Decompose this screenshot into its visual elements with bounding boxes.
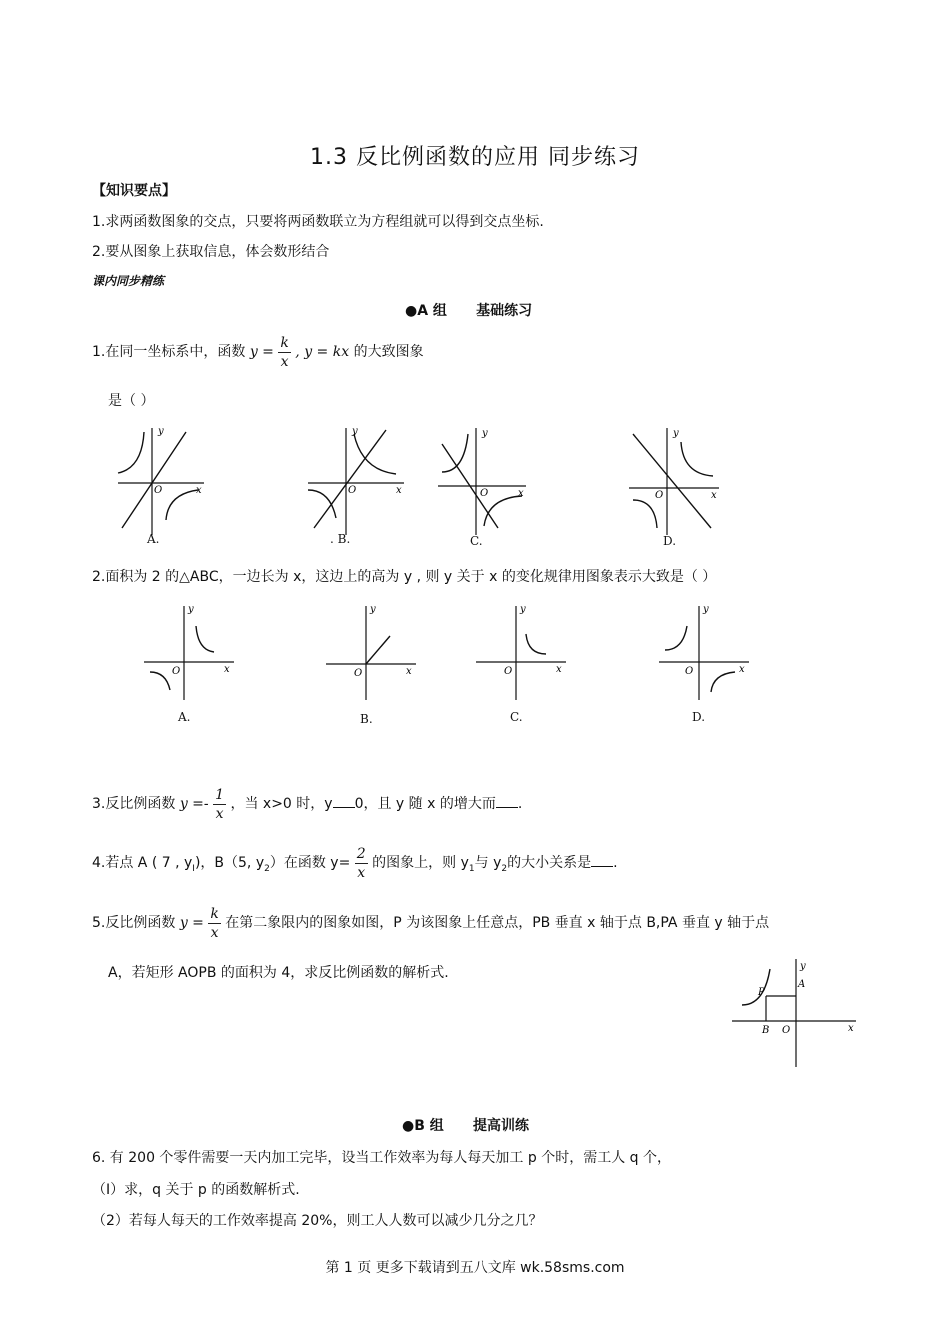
q1-label-d: D. xyxy=(663,534,677,548)
x-axis-label: x xyxy=(556,664,562,675)
q4-sub4: 2 xyxy=(501,863,508,874)
q5-lhs: y = xyxy=(179,915,204,931)
q3-fraction xyxy=(213,786,226,823)
knowledge-item: 2.要从图象上获取信息，体会数形结合 xyxy=(92,244,330,260)
x-axis-label: x xyxy=(196,485,202,496)
q3-mid: ，当 x>0 时，y xyxy=(230,796,333,812)
y-axis-label: y xyxy=(188,604,194,615)
x-axis-label: x xyxy=(711,490,717,501)
q1-label-c: C. xyxy=(470,534,483,548)
x-axis-label: x xyxy=(396,485,402,496)
origin-label: O xyxy=(154,485,163,496)
q5-b-label: B xyxy=(762,1025,770,1036)
q4-mid4: 与 y xyxy=(474,855,502,871)
q5-p-label: P xyxy=(758,987,765,998)
q5-x-label: x xyxy=(848,1023,854,1034)
y-axis-label: y xyxy=(158,426,164,437)
q2-label-c: C. xyxy=(510,710,523,724)
q6-line3: （2）若每人每天的工作效率提高 20%，则工人人数可以减少几分之几？ xyxy=(92,1213,543,1229)
q5-denominator: x xyxy=(210,924,219,941)
x-axis-label: x xyxy=(406,666,412,677)
q4-numerator: 2 xyxy=(356,845,366,862)
y-axis-label: y xyxy=(370,604,376,615)
q5-o-label: O xyxy=(782,1025,791,1036)
page-title: 1.3 反比例函数的应用 同步练习 xyxy=(310,145,640,170)
q4-sub1: I xyxy=(192,863,195,874)
knowledge-item: 1.求两函数图象的交点，只要将两函数联立为方程组就可以得到交点坐标. xyxy=(92,214,544,230)
question-3 xyxy=(92,784,522,824)
q3-numerator: 1 xyxy=(215,786,225,803)
q1-label-a: A. xyxy=(147,532,160,546)
q4-fraction xyxy=(355,845,368,882)
page-footer: 第 1 页 更多下载请到五八文库 wk.58sms.com xyxy=(325,1260,625,1276)
q1-graph-d xyxy=(625,420,725,540)
q6-line2: （I）求，q 关于 p 的函数解析式. xyxy=(92,1182,300,1198)
q2-graph-a xyxy=(140,598,240,703)
origin-label: O xyxy=(655,490,664,501)
q1-graph-b xyxy=(300,420,410,540)
knowledge-heading: 【知识要点】 xyxy=(92,183,176,199)
q2-graph-d xyxy=(655,598,755,703)
q5-y-label: y xyxy=(800,961,806,972)
q5-rest: 在第二象限内的图象如图，P 为该图象上任意点，PB 垂直 x 轴于点 B,PA 垂直 y 轴于点 xyxy=(225,915,770,931)
q2-label-a: A. xyxy=(178,710,191,724)
q4-sub2: 2 xyxy=(264,863,270,874)
group-a-heading: ●A 组 基础练习 xyxy=(405,303,533,319)
q1-prefix: 1.在同一坐标系中，函数 xyxy=(92,344,246,360)
q3-end: . xyxy=(517,796,523,812)
q5-line2: A，若矩形 AOPB 的面积为 4，求反比例函数的解析式. xyxy=(108,965,449,981)
q4-mid1: )，B（5, y xyxy=(194,855,265,871)
y-axis-label: y xyxy=(703,604,709,615)
x-axis-label: x xyxy=(739,664,745,675)
q2-label-d: D. xyxy=(692,710,706,724)
x-axis-label: x xyxy=(518,488,524,499)
question-1 xyxy=(92,332,424,372)
q1-graph-c xyxy=(432,420,532,540)
q3-blank-1[interactable] xyxy=(333,795,355,808)
q5-figure xyxy=(728,955,863,1070)
q3-lhs: y =- xyxy=(179,796,209,812)
q2-graph-c xyxy=(472,598,572,703)
origin-label: O xyxy=(348,485,357,496)
q1-graph-a xyxy=(110,420,210,540)
q6-line1: 6. 有 200 个零件需要一天内加工完毕，设当工作效率为每人每天加工 p 个时，需工人 q 个， xyxy=(92,1150,672,1166)
practice-heading: 课内同步精练 xyxy=(92,274,165,288)
q1-fraction xyxy=(278,334,290,371)
q2-graph-b xyxy=(322,598,422,703)
y-axis-label: y xyxy=(482,428,488,439)
q3-blank-2[interactable] xyxy=(496,795,518,808)
q4-mid3: 的图象上，则 y xyxy=(372,855,469,871)
group-b-heading: ●B 组 提高训练 xyxy=(402,1118,530,1134)
q1-suffix: 的大致图象 xyxy=(353,344,424,360)
x-axis-label: x xyxy=(224,664,230,675)
origin-label: O xyxy=(172,666,181,677)
q4-blank[interactable] xyxy=(591,854,613,867)
q4-denominator: x xyxy=(357,864,366,881)
q4-end: 的大小关系是 xyxy=(507,855,592,871)
q4-sub3: 1 xyxy=(468,863,475,874)
q5-fraction xyxy=(208,905,220,942)
q5-prefix: 5.反比例函数 xyxy=(92,915,176,931)
q4-mid2: ）在函数 y= xyxy=(269,855,351,871)
q1-label-b: . B. xyxy=(330,532,351,546)
q1-formula-2: , y = kx xyxy=(295,344,350,360)
q3-denominator: x xyxy=(215,805,224,822)
question-5 xyxy=(92,903,769,943)
question-2: 2.面积为 2 的△ABC，一边长为 x，这边上的高为 y , 则 y 关于 x 的变化规律用图象表示大致是（ ） xyxy=(92,569,717,585)
q5-numerator: k xyxy=(210,905,219,922)
q4-end2: . xyxy=(613,855,618,871)
q3-prefix: 3.反比例函数 xyxy=(92,796,176,812)
q2-label-b: B. xyxy=(360,712,373,726)
origin-label: O xyxy=(685,666,694,677)
question-4 xyxy=(92,843,618,889)
q1-denominator: x xyxy=(280,353,289,370)
q1-formula-lhs: y = xyxy=(249,344,274,360)
q1-line2: 是（ ） xyxy=(108,393,155,409)
q3-mid2: 0，且 y 随 x 的增大而 xyxy=(354,796,496,812)
origin-label: O xyxy=(504,666,513,677)
q4-prefix: 4.若点 A ( 7 , y xyxy=(92,855,193,871)
origin-label: O xyxy=(480,488,489,499)
y-axis-label: y xyxy=(352,426,358,437)
q5-a-label: A xyxy=(798,979,806,990)
q1-numerator: k xyxy=(280,334,289,351)
origin-label: O xyxy=(354,668,363,679)
y-axis-label: y xyxy=(673,428,679,439)
y-axis-label: y xyxy=(520,604,526,615)
